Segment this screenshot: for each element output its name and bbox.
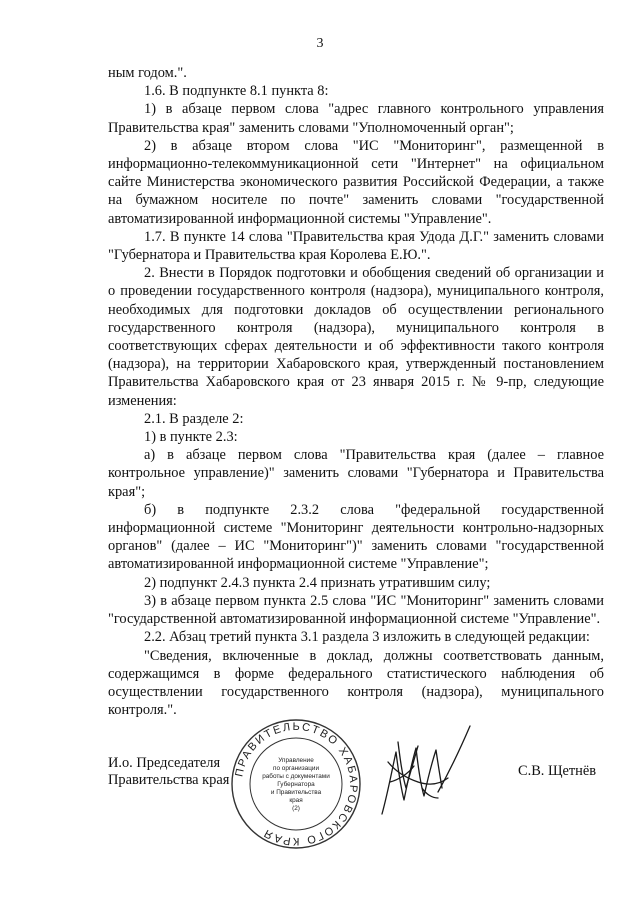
stamp-center-text: Губернатора — [277, 781, 315, 788]
stamp-center-text: работы с документами — [262, 773, 330, 780]
stamp-center-text: (2) — [292, 805, 300, 812]
stamp-center-text: Управление — [278, 757, 314, 764]
paragraph: а) в абзаце первом слова "Правительства края (далее – главное контрольное управление)" заменить словами "Губернатора и Правительства края"; — [108, 447, 604, 500]
paragraph: 2.2. Абзац третий пункта 3.1 раздела 3 изложить в следующей редакции: — [144, 629, 590, 646]
document-body — [108, 64, 604, 719]
paragraph-continuation: ным годом.". — [108, 65, 187, 81]
stamp-center-text: края — [289, 797, 303, 804]
paragraph: 1) в абзаце первом слова "адрес главного контрольного управления Правительства края" заменить словами "Уполномоченный орган"; — [108, 101, 604, 136]
paragraph: 2) подпункт 2.4.3 пункта 2.4 признать утратившим силу; — [144, 574, 491, 591]
signatory-name: С.В. Щетнёв — [518, 763, 597, 779]
paragraph: 2) в абзаце втором слова "ИС "Мониторинг", размещенной в информационно-телекоммуникационной сети "Интернет" на официальном сайте Министерства экономического развития Российской Федерации, а также на бумажном носителе по почте" заменить словами "государственной автоматизированной информационной системы "Управление". — [108, 137, 604, 227]
paragraph: 1.6. В подпункте 8.1 пункта 8: — [144, 83, 329, 100]
signatory-title — [108, 755, 229, 789]
paragraph: 1.7. В пункте 14 слова "Правительства края Удода Д.Г." заменить словами "Губернатора и Правительства края Королева Е.Ю.". — [108, 228, 604, 264]
paragraph: 2. Внести в Порядок подготовки и обобщения сведений об организации и о проведении государственного контроля (надзора), муниципального контроля, необходимых для подготовки докладов об осуществлении регионального государственного контроля (надзора), муниципального контроля в соответствующих сферах деятельности и об эффективности такого контроля (надзора), на территории Хабаровского края, утвержденный постановлением Правительства Хабаровского края от 23 января 2015 г. № 9-пр, следующие изменения: — [108, 265, 604, 409]
handwritten-signature — [378, 722, 474, 824]
stamp-center-text: и Правительства — [270, 789, 322, 796]
signatory-title-line: И.о. Председателя — [108, 755, 221, 771]
paragraph: б) в подпункте 2.3.2 слова "федеральной государственной информационной системе "Мониторинг деятельности контрольно-надзорных органов" (далее – ИС "Мониторинг")" заменить словами "государственной автоматизированной информационной системе "Управление"; — [108, 501, 604, 573]
official-stamp — [230, 718, 362, 850]
paragraph: "Сведения, включенные в доклад, должны соответствовать данным, содержащимся в форме федерального статистического наблюдения об осуществлении государственного контроля (надзора), муниципального контроля.". — [108, 647, 604, 719]
signatory-title-line: Правительства края — [108, 772, 230, 788]
paragraph: 3) в абзаце первом пункта 2.5 слова "ИС "Мониторинг" заменить словами "государственной автоматизированной информационной системе "Управление". — [108, 592, 604, 628]
stamp-center-text: по организации — [272, 765, 320, 772]
page-number: 3 — [316, 36, 324, 51]
paragraph: 1) в пункте 2.3: — [144, 429, 238, 446]
stamp-ring-text: ПРАВИТЕЛЬСТВО ХАБАРОВСКОГО КРАЯ — [233, 720, 360, 848]
paragraph: 2.1. В разделе 2: — [144, 410, 244, 427]
